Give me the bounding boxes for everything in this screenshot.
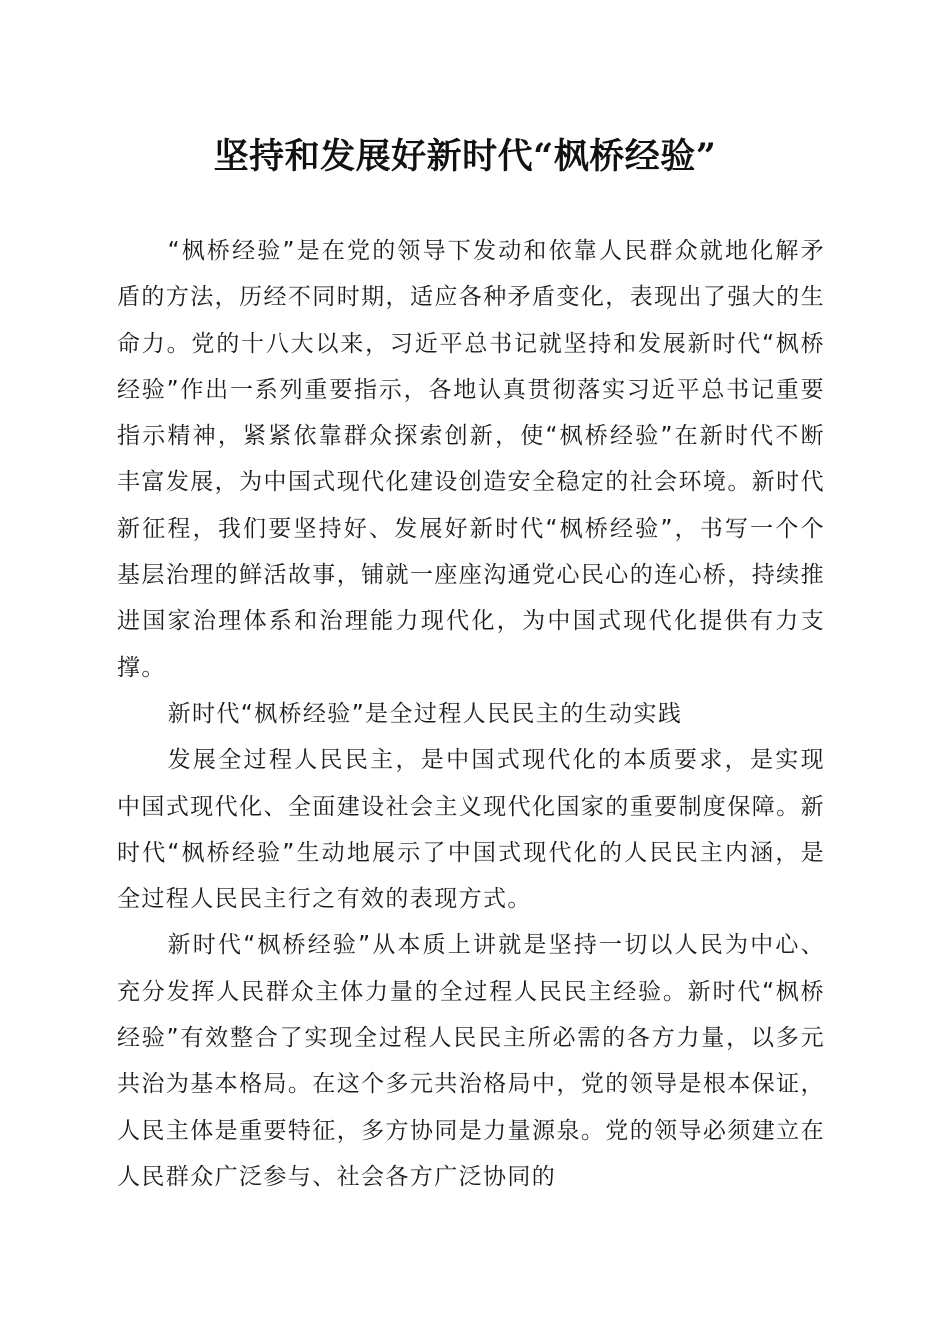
paragraph-democracy: 发展全过程人民民主，是中国式现代化的本质要求，是实现中国式现代化、全面建设社会主义现代化国家的重要制度保障。新时代“枫桥经验”生动地展示了中国式现代化的人民民主内涵，是全过程人民民主行之有效的表现方式。 xyxy=(117,747,825,913)
document-body xyxy=(117,228,825,1200)
paragraph-essence: 新时代“枫桥经验”从本质上讲就是坚持一切以人民为中心、充分发挥人民群众主体力量的全过程人民民主经验。新时代“枫桥经验”有效整合了实现全过程人民民主所必需的各方力量，以多元共治为基本格局。在这个多元共治格局中，党的领导是根本保证，人民主体是重要特征，多方协同是力量源泉。党的领导必须建立在人民群众广泛参与、社会各方广泛协同的 xyxy=(117,932,825,1190)
section-heading: 新时代“枫桥经验”是全过程人民民主的生动实践 xyxy=(167,700,683,727)
paragraph-intro: “枫桥经验”是在党的领导下发动和依靠人民群众就地化解矛盾的方法，历经不同时期，适应各种矛盾变化，表现出了强大的生命力。党的十八大以来，习近平总书记就坚持和发展新时代“枫桥经验”作出一系列重要指示，各地认真贯彻落实习近平总书记重要指示精神，紧紧依靠群众探索创新，使“枫桥经验”在新时代不断丰富发展，为中国式现代化建设创造安全稳定的社会环境。新时代新征程，我们要坚持好、发展好新时代“枫桥经验”，书写一个个基层治理的鲜活故事，铺就一座座沟通党心民心的连心桥，持续推进国家治理体系和治理能力现代化，为中国式现代化提供有力支撑。 xyxy=(117,238,825,681)
document-title: 坚持和发展好新时代“枫桥经验” xyxy=(213,136,717,177)
